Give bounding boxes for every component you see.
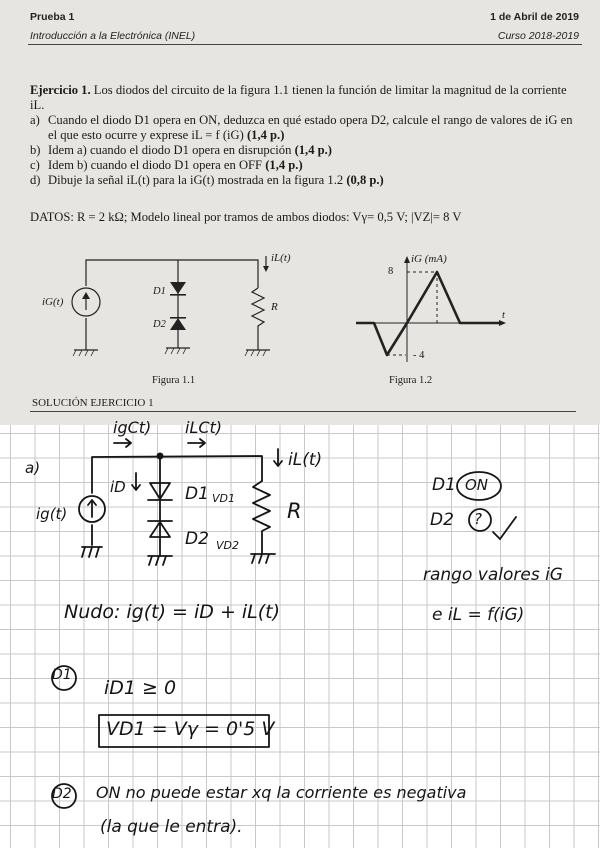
note-d1-circle: D1 (52, 667, 72, 683)
note-condition: iD1 ≥ 0 (104, 677, 177, 699)
circuit-figure (30, 248, 310, 368)
note-ig-left: ig(t) (36, 505, 68, 523)
note-state-d1: D1 (432, 475, 456, 495)
note-vd1: VD1 (212, 492, 235, 505)
note-d2-circle: D2 (52, 786, 72, 802)
note-vd2: VD2 (216, 539, 239, 552)
exam-name: Prueba 1 (30, 11, 75, 23)
note-state-q: ? (474, 510, 482, 528)
waveform-ylabel: iG (mA) (411, 253, 447, 265)
item-c: c) Idem b) cuando el diodo D1 opera en OFF (1,4 p.) (30, 158, 303, 172)
course-name: Introducción a la Electrónica (INEL) (30, 30, 196, 42)
exercise-title: Ejercicio 1. (30, 83, 91, 97)
il-label: iL(t) (271, 252, 291, 264)
exercise-statement (30, 83, 582, 188)
figure1-caption: Figura 1.1 (152, 375, 196, 386)
note-state-d2: D2 (430, 510, 454, 530)
note-r: R (287, 499, 302, 523)
note-il-right: iL(t) (288, 450, 323, 470)
data-line: DATOS: R = 2 kΩ; Modelo lineal por tramos de ambos diodos: Vγ= 0,5 V; |VZ|= 8 V (30, 210, 462, 224)
note-d1: D1 (185, 484, 209, 504)
note-line2: (la que le entra). (100, 817, 243, 837)
item-b: b) Idem a) cuando el diodo D1 opera en disrupción (1,4 p.) (30, 143, 332, 157)
note-task1: rango valores iG (423, 565, 563, 585)
solution-divider (30, 411, 576, 412)
note-task2: e iL = f(iG) (432, 605, 525, 625)
waveform-xlabel: t (502, 310, 505, 321)
waveform-ymax: 8 (388, 266, 394, 277)
academic-year: Curso 2018-2019 (497, 30, 579, 42)
source-label: iG(t) (42, 296, 64, 308)
r-label: R (271, 301, 278, 313)
solution-title: SOLUCIÓN EJERCICIO 1 (32, 397, 154, 409)
note-line1: ON no puede estar xq la corriente es negativa (96, 783, 467, 802)
item-a: a) Cuando el diodo D1 opera en ON, deduzca en qué estado opera D2, calcule el rango de valores de iG en el que esto ocurre y exprese iL = f (iG) (1,4 p.) (30, 113, 573, 142)
note-id: iD (110, 478, 126, 496)
header-divider (28, 44, 582, 45)
note-il-top: iLCt) (185, 418, 223, 437)
exercise-intro: Los diodos del circuito de la figura 1.1 tienen la función de limitar la magnitud de la corriente iL. (30, 83, 567, 112)
note-ig-top: igCt) (113, 418, 152, 437)
d2-label: D2 (153, 319, 166, 330)
exam-date: 1 de Abril de 2019 (490, 11, 579, 23)
item-d: d) Dibuje la señal iL(t) para la iG(t) mostrada en la figura 1.2 (0,8 p.) (30, 173, 384, 187)
note-d2: D2 (185, 529, 209, 549)
waveform-figure (350, 250, 520, 370)
note-part-a: a) (25, 459, 41, 477)
figure2-caption: Figura 1.2 (389, 375, 433, 386)
note-node-equation: Nudo: ig(t) = iD + iL(t) (64, 601, 281, 623)
note-state-on: ON (465, 476, 489, 494)
d1-label: D1 (153, 286, 166, 297)
handwritten-notes (0, 418, 600, 848)
waveform-ymin: - 4 (413, 350, 425, 361)
note-vd1-equation: VD1 = Vγ = 0'5 V (106, 718, 275, 740)
